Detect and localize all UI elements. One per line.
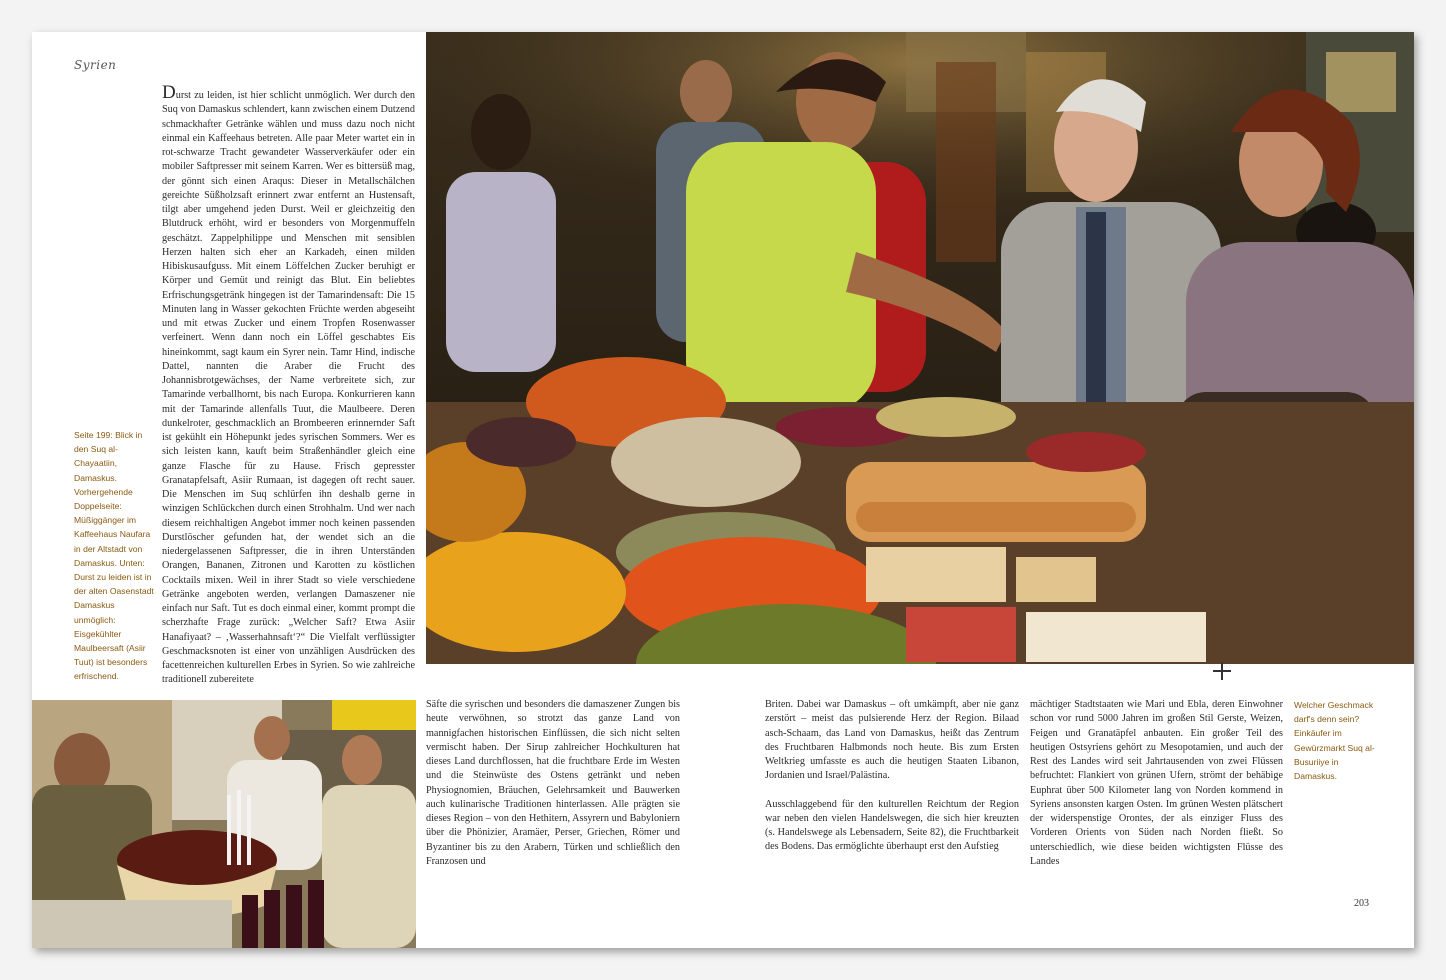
section-header: Syrien	[74, 58, 117, 72]
column-4-paragraph: mächtiger Stadtstaaten wie Mari und Ebla, deren Einwohner schon vor rund 5000 Jahren im großen Stil Gerste, Weizen, Feigen und Granatäpfel anbauten. Ein großer Teil des heutigen Ostsyriens gehört zu Mesopotamien, und auch der Rest des Landes wird seit Jahrtausenden von zwei Flüssen befruchtet: Flankiert von grünen Ufern, strömt der behäbige Euphrat über 500 Kilometer lang von Norden kommend in Syriens ansonsten kargen Osten. Im grünen Westen plätschert der widerspenstige Orontes, der als einziger Fluss des Vorderen Orients von Süden nach Norden fließt. So unterschiedlich, wie diese beiden wichtigsten Flüsse des Landes	[1030, 699, 1283, 867]
crosshair-cursor-icon	[1213, 662, 1231, 680]
page-number: 203	[1354, 898, 1369, 909]
juice-vendor-photo	[32, 700, 416, 948]
drop-cap: D	[162, 82, 176, 103]
photo-caption-right: Welcher Geschmack darf's denn sein? Einkäufer im Gewürzmarkt Suq al-Busuriiye in Damaskus.	[1294, 700, 1375, 782]
text-column-4	[1030, 698, 1283, 869]
book-spread	[32, 32, 1414, 948]
spice-market-photo	[426, 32, 1414, 664]
column-3-paragraph-2: Ausschlaggebend für den kulturellen Reichtum der Region war neben den vielen Handelswegen, die sich hier kreuzten (s. Handelswege als Lebensadern, Seite 82), die Fruchtbarkeit des Bodens. Das ermöglichte überhaupt erst den Aufstieg	[765, 798, 1019, 853]
column-3-paragraph-1: Briten. Dabei war Damaskus – oft umkämpft, aber nie ganz zerstört – meist das pulsierende Herz der Region. Bilaad asch-Schaam, das Land von Damaskus, heißt das Zentrum des Fruchtbaren Halbmonds noch heute. Bis zum Ersten Weltkrieg umfasste es auch die heutigen Staaten Libanon, Jordanien und Israel/Palästina.	[765, 699, 1019, 782]
text-column-3	[765, 698, 1019, 855]
main-text-column	[162, 82, 415, 688]
text-column-2	[426, 698, 680, 869]
column-2-paragraph: Säfte die syrischen und besonders die damaszener Zungen bis heute verwöhnen, so strotzt das ganze Land von mannigfachen historischen Einflüssen, die sich nicht selten vermischt haben. Der Sirup zahlreicher Hochkulturen hat dieses Land durchflossen, hat die fruchtbare Erde im Westen und die Steinwüste des Ostens getränkt und neben Physiognomien, Bräuchen, Gelehrsamkeit und Bauwerken auch kulinarische Traditionen hinterlassen. Alle prägten sie dieses Region – von den Hethitern, Assyrern und Babyloniern über die Phönizier, Aramäer, Perser, Griechen, Römer und Byzantiner bis zu den Arabern, Türken und schließlich den Franzosen und	[426, 699, 680, 867]
main-paragraph-text: urst zu leiden, ist hier schlicht unmöglich. Wer durch den Suq von Damaskus schlendert, kann zwischen einem Dutzend schmackhafter Getränke wählen und muss dazu noch nicht einmal ein Kaffeehaus betreten. Alle paar Meter wartet ein in rot-schwarze Tracht gewandeter Wasserverkäufer oder ein mobiler Saftpresser mit seinem Karren. Wer es bittersüß mag, der gönnt sich einen Araqus: Dieser in Metallschälchen gereichte Süßholzsaft erinnert zwar entfernt an Hustensaft, tilgt aber umgehend jeden Durst. Weil er gleichzeitig den Blutdruck erhöht, wird er besonders von Morgenmuffeln geschätzt. Zappelphilippe und Menschen mit sensiblen Herzen halten sich eher an Karkadeh, einen milden Hibiskusaufguss. Mit einem Löffelchen Zucker beruhigt er Körper und Gemüt und reinigt das Blut. Ein beliebtes Erfrischungsgetränk hingegen ist der Tamarindensaft: Die 15 Minuten lang in Wasser gekochten Früchte werden abgeseiht und mit etwas Zucker und einem Tropfen Rosenwasser verfeinert. Wenn dann noch ein Löffel geschabtes Eis hineinkommt, sagt kaum ein Syrer nein. Tamr Hind, indische Dattel, nannten die Araber die Frucht des Johannisbrotgewächses, der Name verbreitete sich, zur Tamarinde verballhornt, bis nach Europa. Konkurrieren kann mit der Tamarinde allenfalls Tuut, die Maulbeere. Deren dunkelroter, geschmacklich an Brombeeren erinnernder Saft ist gekühlt ein Höhepunkt jedes syrischen Sommers. Wer es sich leisten kann, kauft beim Straßenhändler gleich eine ganze Flasche für zu Hause. Frisch gepresster Granatapfelsaft, Asiir Rumaan, ist dagegen oft recht sauer. Die Menschen im Suq schlürfen ihn deshalb gerne in winzigen Schlückchen durch einen Strohhalm. Und wer nach diesem reichhaltigen Angebot immer noch keinen passenden Durstlöscher gefunden hat, der wendet sich an die niedergelassenen Saftpresser, die in ihren Unterständen Orangen, Bananen, Zitronen und Karotten zu köstlichen Cocktails mixen. Weil in ihrer Stadt so viele verschiedene Getränke angeboten werden, verlangen Damaszener nie einfach nur Saft. Tut es doch einmal einer, kommt prompt die scherzhafte Frage zurück: „Welcher Saft? Etwa Asiir Hanafiyaat? – ‚Wasserhahnsaft‘?“ Die Vielfalt verflüssigter Geschmacksnoten ist einer von unzähligen Ausdrücken des facettenreichen kulturellen Erbes in Syrien. So wie zahlreiche traditionell zubereitete	[162, 90, 415, 686]
photo-caption-left: Seite 199: Blick in den Suq al-Chayaatiin, Damaskus. Vorhergehende Doppelseite: Müßiggänger im Kaffeehaus Naufara in der Altstadt von Damaskus. Unten: Durst zu leiden ist in der alten Oasenstadt Damaskus unmöglich: Eisgekühlter Maulbeersaft (Asiir Tuut) ist besonders erfrischend.	[74, 430, 154, 682]
main-paragraph	[162, 82, 415, 688]
